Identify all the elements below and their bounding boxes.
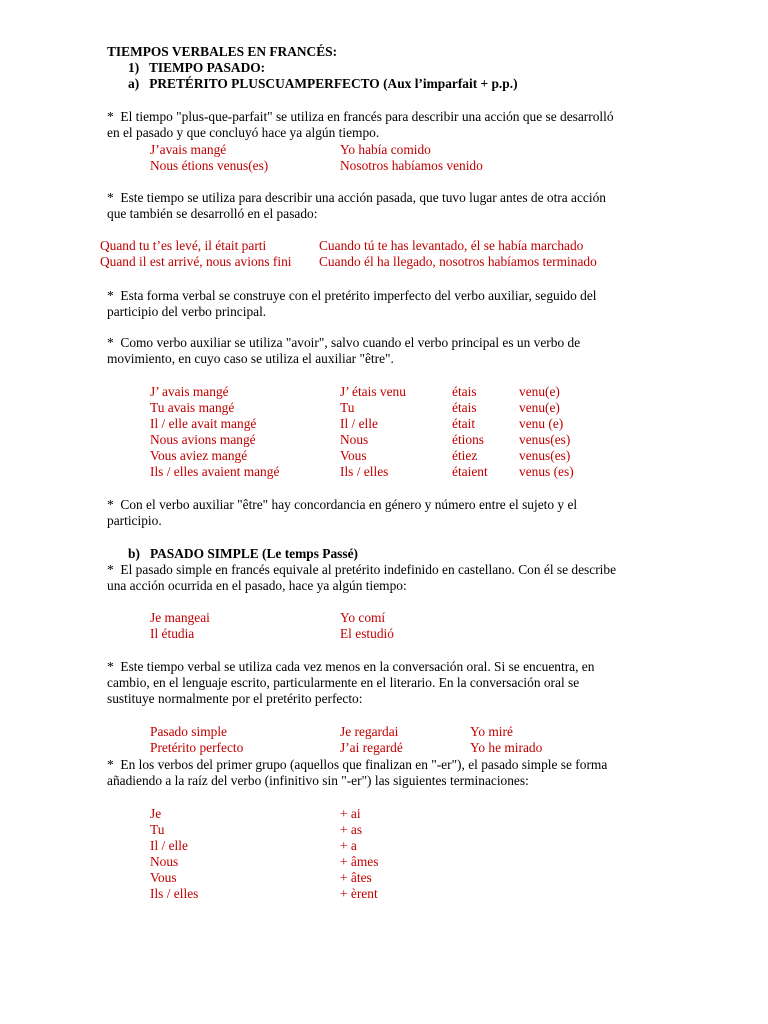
example-spanish: Cuando tú te has levantado, él se había marchado	[319, 238, 584, 253]
paragraph-line: que también se desarrolló en el pasado:	[107, 206, 318, 221]
example-spanish: Yo había comido	[340, 142, 431, 157]
paragraph-line: * En los verbos del primer grupo (aquellos que finalizan en "-er"), el pasado simple se forma	[107, 757, 608, 772]
paragraph-line: * Este tiempo se utiliza para describir una acción pasada, que tuvo lugar antes de otra acción	[107, 190, 606, 205]
example-french: J’avais mangé	[150, 142, 227, 157]
ending-suffix: + âmes	[340, 854, 379, 869]
paragraph-line: una acción ocurrida en el pasado, hace ya algún tiempo:	[107, 578, 407, 593]
section-heading-past: 1) TIEMPO PASADO:	[128, 60, 266, 75]
ending-pronoun: Vous	[150, 870, 177, 885]
table-cell: venu(e)	[519, 384, 560, 399]
paragraph-line: sustituye normalmente por el pretérito perfecto:	[107, 691, 363, 706]
paragraph-line: * El pasado simple en francés equivale al pretérito indefinido en castellano. Con él se describe	[107, 562, 617, 577]
example-spanish: Yo he mirado	[470, 740, 543, 755]
table-cell: étais	[452, 384, 477, 399]
example-spanish: El estudió	[340, 626, 394, 641]
ending-pronoun: Tu	[150, 822, 165, 837]
example-spanish: Yo comí	[340, 610, 386, 625]
table-cell: J’ avais mangé	[150, 384, 229, 399]
paragraph-line: * Este tiempo verbal se utiliza cada vez menos en la conversación oral. Si se encuentra, en	[107, 659, 595, 674]
ending-pronoun: Ils / elles	[150, 886, 199, 901]
ending-pronoun: Il / elle	[150, 838, 188, 853]
example-label: Pretérito perfecto	[150, 740, 244, 755]
paragraph-line: en el pasado y que concluyó hace ya algún tiempo.	[107, 125, 380, 140]
example-spanish: Nosotros habíamos venido	[340, 158, 483, 173]
paragraph-line: * Con el verbo auxiliar "être" hay concordancia en género y número entre el sujeto y el	[107, 497, 578, 512]
table-cell: étaient	[452, 464, 488, 479]
ending-pronoun: Nous	[150, 854, 179, 869]
table-cell: Tu	[340, 400, 355, 415]
paragraph-line: añadiendo a la raíz del verbo (infinitivo sin "-er") las siguientes terminaciones:	[107, 773, 529, 788]
table-cell: Ils / elles avaient mangé	[150, 464, 280, 479]
example-french: Il étudia	[150, 626, 195, 641]
paragraph-line: * El tiempo "plus-que-parfait" se utiliza en francés para describir una acción que se desarrolló	[107, 109, 614, 124]
example-spanish: Yo miré	[470, 724, 513, 739]
table-cell: Nous avions mangé	[150, 432, 256, 447]
ending-suffix: + as	[340, 822, 363, 837]
table-cell: Nous	[340, 432, 369, 447]
table-cell: venus(es)	[519, 448, 571, 463]
ending-suffix: + èrent	[340, 886, 378, 901]
table-cell: Il / elle	[340, 416, 378, 431]
paragraph-line: participio.	[107, 513, 162, 528]
subsection-heading-simple-past: b) PASADO SIMPLE (Le temps Passé)	[128, 546, 358, 561]
table-cell: J’ étais venu	[340, 384, 406, 399]
table-cell: Vous	[340, 448, 367, 463]
table-cell: venus (es)	[519, 464, 574, 479]
example-french: Je regardai	[340, 724, 399, 739]
example-french: Je mangeai	[150, 610, 210, 625]
subsection-heading-pluperfect: a) PRETÉRITO PLUSCUAMPERFECTO (Aux l’imparfait + p.p.)	[128, 76, 518, 91]
example-spanish: Cuando él ha llegado, nosotros habíamos terminado	[319, 254, 597, 269]
example-french: Quand tu t’es levé, il était parti	[100, 238, 267, 253]
paragraph-line: participio del verbo principal.	[107, 304, 267, 319]
table-cell: Vous aviez mangé	[150, 448, 248, 463]
table-cell: étiez	[452, 448, 478, 463]
ending-suffix: + a	[340, 838, 357, 853]
paragraph-line: * Esta forma verbal se construye con el pretérito imperfecto del verbo auxiliar, seguido del	[107, 288, 597, 303]
table-cell: étions	[452, 432, 484, 447]
paragraph-line: cambio, en el lenguaje escrito, particularmente en el literario. En la conversación oral se	[107, 675, 580, 690]
example-french: Quand il est arrivé, nous avions fini	[100, 254, 292, 269]
table-cell: Ils / elles	[340, 464, 389, 479]
example-label: Pasado simple	[150, 724, 227, 739]
table-cell: Tu avais mangé	[150, 400, 235, 415]
ending-suffix: + ai	[340, 806, 361, 821]
example-french: Nous étions venus(es)	[150, 158, 269, 173]
example-french: J’ai regardé	[340, 740, 403, 755]
document-title: TIEMPOS VERBALES EN FRANCÉS:	[107, 44, 338, 59]
table-cell: étais	[452, 400, 477, 415]
table-cell: venu (e)	[519, 416, 564, 431]
ending-pronoun: Je	[150, 806, 162, 821]
paragraph-line: * Como verbo auxiliar se utiliza "avoir", salvo cuando el verbo principal es un verbo de	[107, 335, 581, 350]
paragraph-line: movimiento, en cuyo caso se utiliza el auxiliar "être".	[107, 351, 394, 366]
table-cell: venu(e)	[519, 400, 560, 415]
ending-suffix: + âtes	[340, 870, 372, 885]
table-cell: Il / elle avait mangé	[150, 416, 257, 431]
table-cell: venus(es)	[519, 432, 571, 447]
table-cell: était	[452, 416, 476, 431]
